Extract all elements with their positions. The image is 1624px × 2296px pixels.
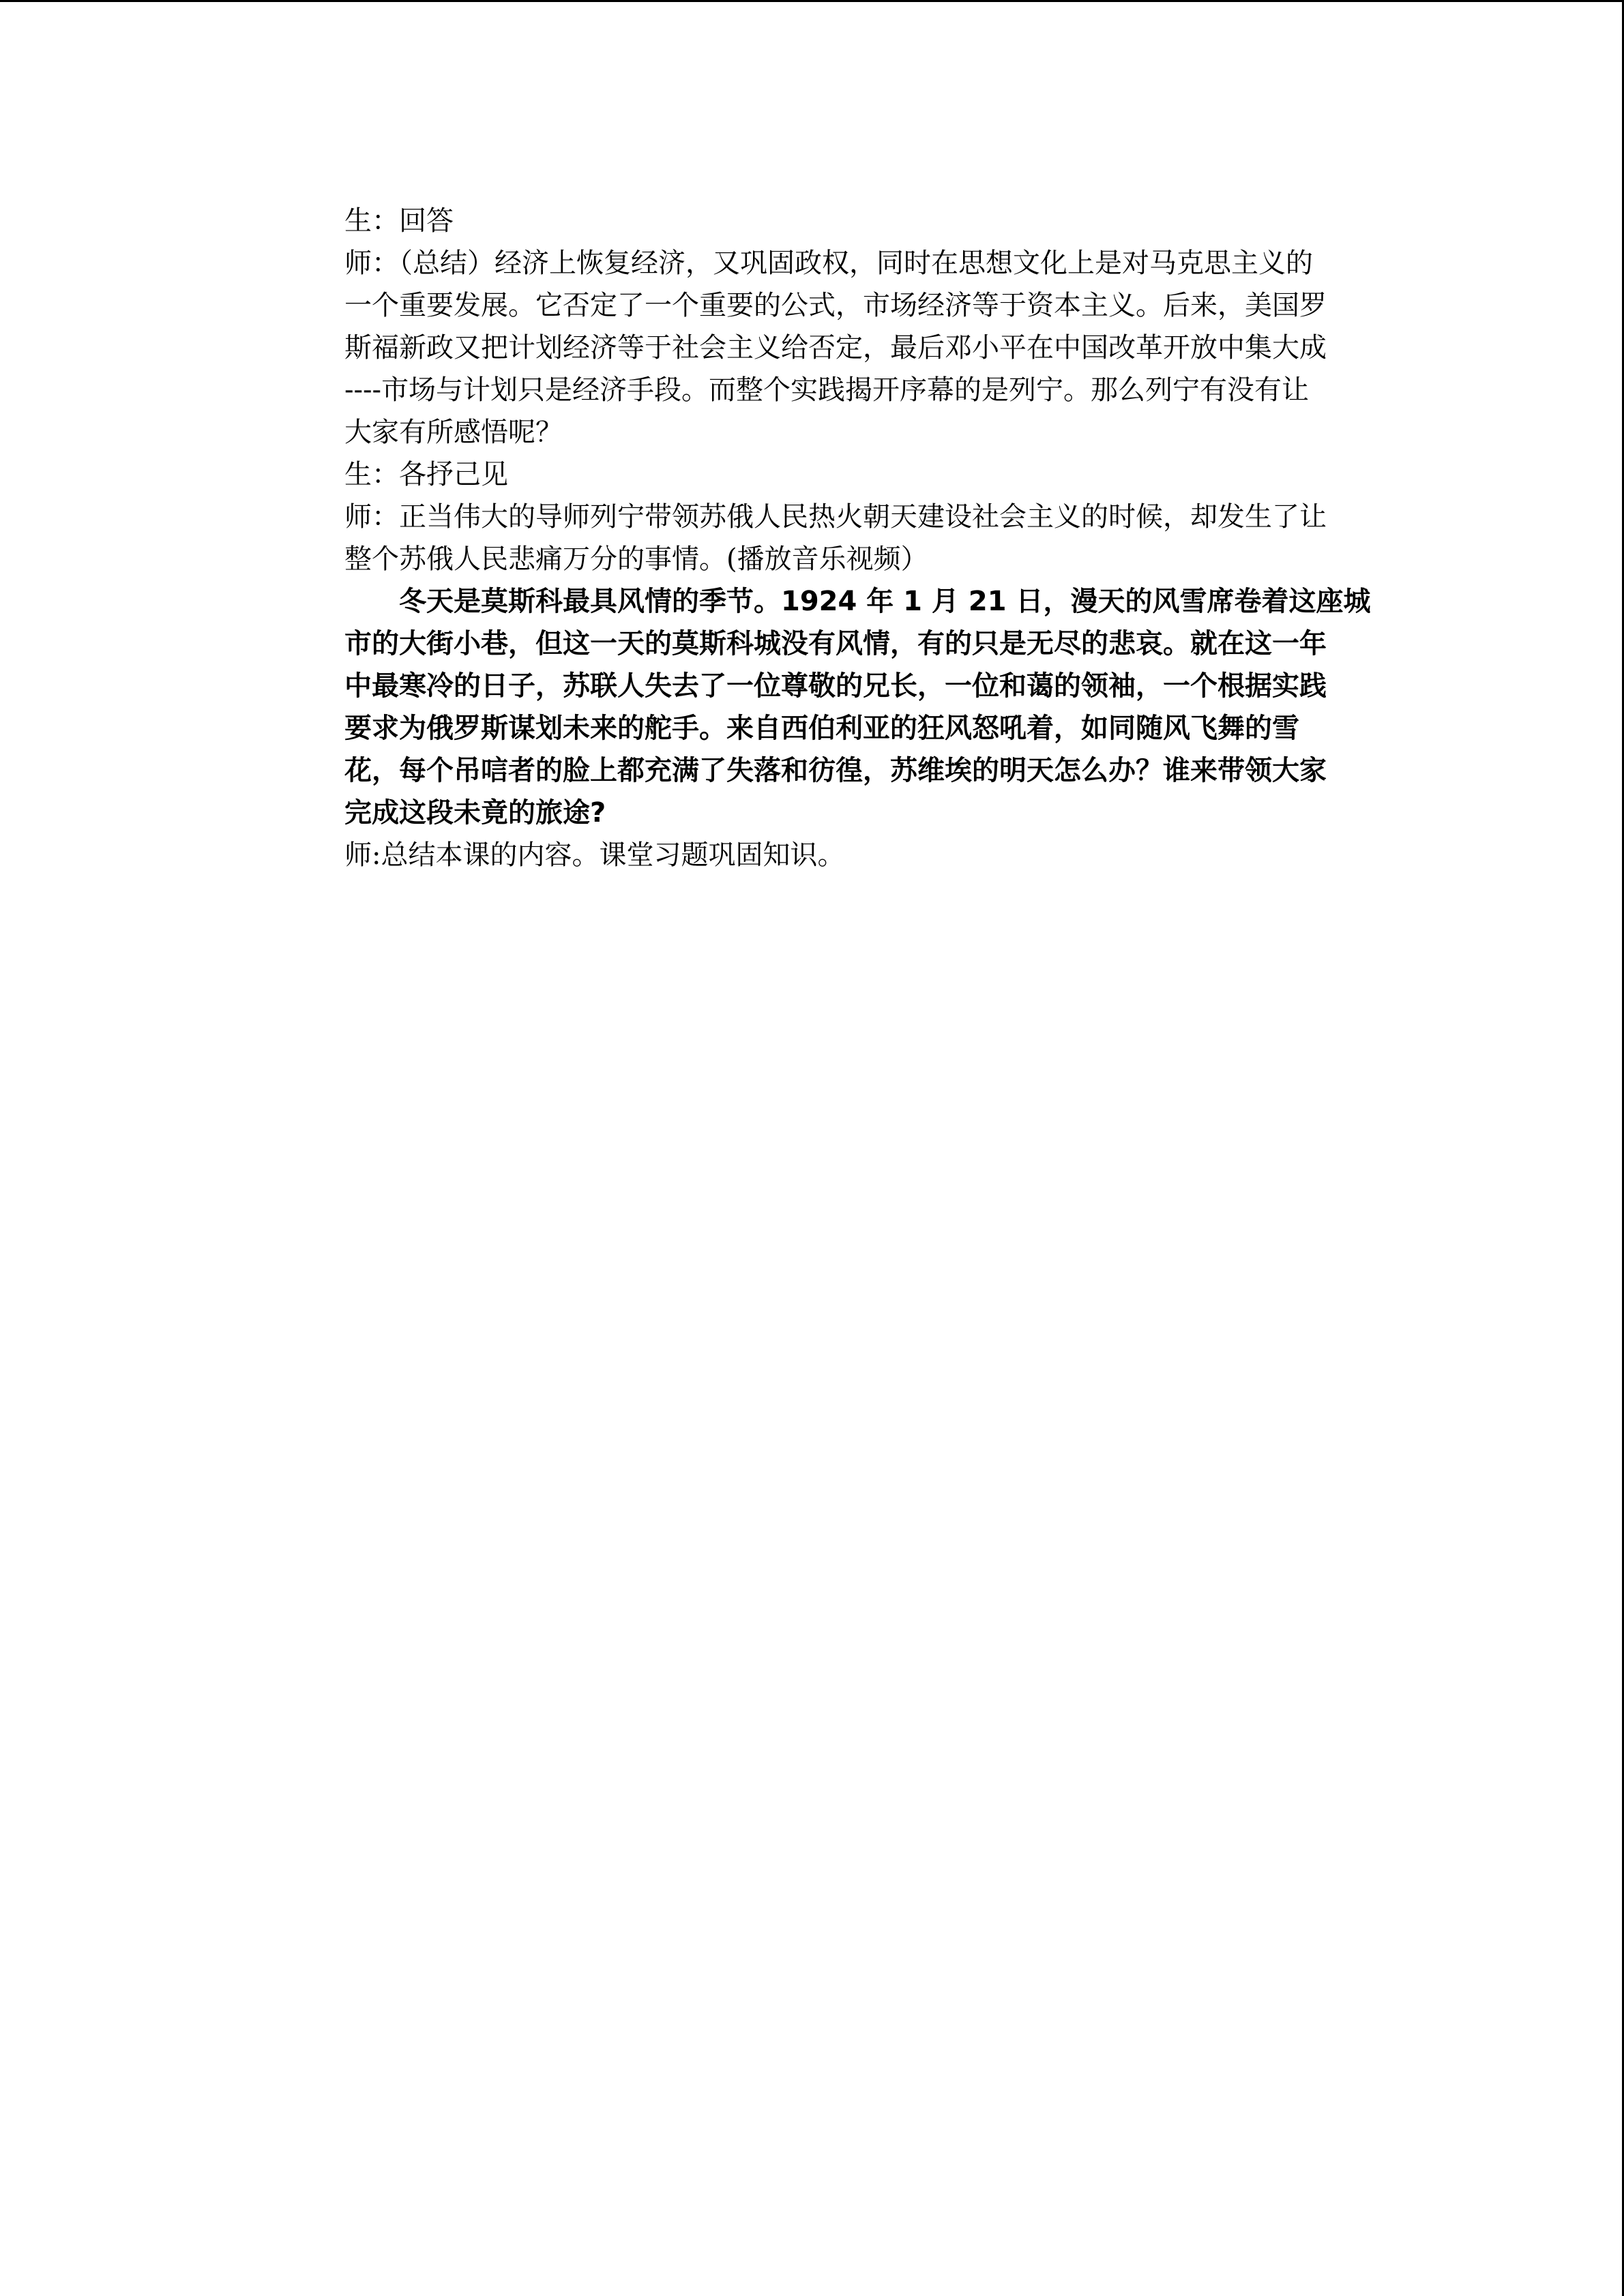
teacher-summary-paragraph bbox=[344, 242, 1374, 453]
text-line: 大家有所感悟呢？ bbox=[344, 417, 563, 448]
text-line: 斯福新政又把计划经济等于社会主义给否定，最后邓小平在中国改革开放中集大成 bbox=[344, 332, 1327, 363]
bold-text-line: 完成这段未竟的旅途? bbox=[344, 797, 606, 829]
bold-text-line: 冬天是莫斯科最具风情的季节。1924 年 1 月 21 日，漫天的风雪席卷着这座城 bbox=[399, 586, 1371, 617]
bold-text-line: 中最寒冷的日子，苏联人失去了一位尊敬的兄长，一位和蔼的领袖，一个根据实践 bbox=[344, 670, 1327, 702]
student-answer-line: 生：回答 bbox=[344, 205, 454, 237]
bold-narrative-paragraph bbox=[344, 580, 1374, 834]
bold-text-line: 要求为俄罗斯谋划未来的舵手。来自西伯利亚的狂风怒吼着，如同随风飞舞的雪 bbox=[344, 713, 1299, 744]
bold-text-line: 花，每个吊唁者的脸上都充满了失落和彷徨，苏维埃的明天怎么办？谁来带领大家 bbox=[344, 755, 1327, 786]
text-line: 整个苏俄人民悲痛万分的事情。(播放音乐视频） bbox=[344, 543, 928, 575]
bold-text-line: 市的大街小巷，但这一天的莫斯科城没有风情，有的只是无尽的悲哀。就在这一年 bbox=[344, 628, 1327, 659]
teacher-narration-paragraph bbox=[344, 496, 1374, 580]
text-line: 师：（总结）经济上恢复经济，又巩固政权，同时在思想文化上是对马克思主义的 bbox=[344, 248, 1313, 279]
document-body bbox=[344, 200, 1374, 876]
text-line: 师：正当伟大的导师列宁带领苏俄人民热火朝天建设社会主义的时候，却发生了让 bbox=[344, 501, 1327, 533]
student-opinion-line: 生：各抒己见 bbox=[344, 459, 508, 490]
teacher-conclusion-line: 师:总结本课的内容。课堂习题巩固知识。 bbox=[344, 839, 845, 871]
text-line: 一个重要发展。它否定了一个重要的公式，市场经济等于资本主义。后来，美国罗 bbox=[344, 290, 1327, 321]
text-line: ----市场与计划只是经济手段。而整个实践揭开序幕的是列宁。那么列宁有没有让 bbox=[344, 374, 1310, 406]
